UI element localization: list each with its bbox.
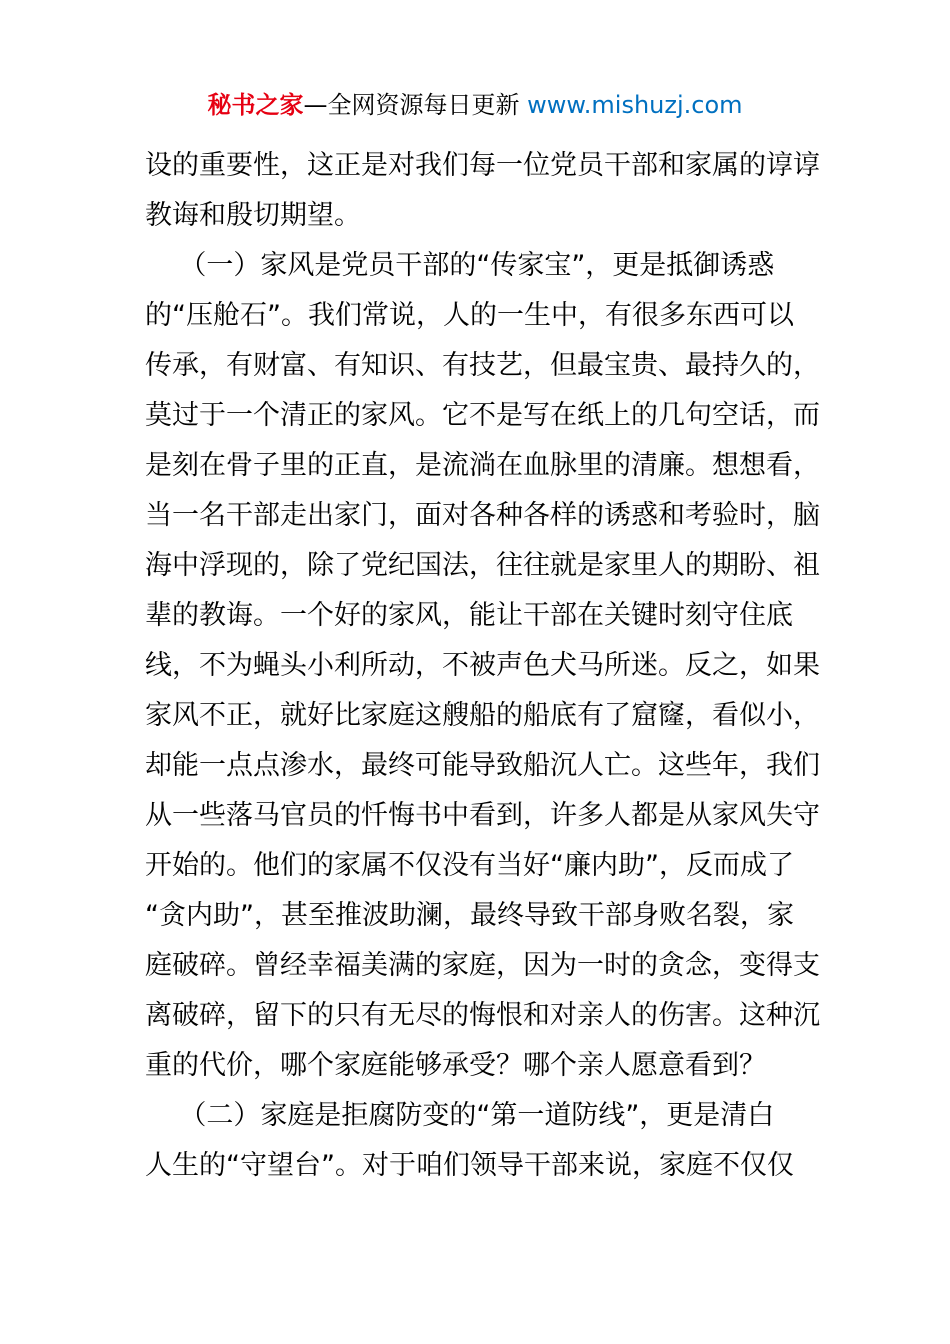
text-line: 的“压舱石”。我们常说，人的一生中，有很多东西可以 <box>145 300 794 331</box>
text-line: 线，不为蝇头小利所动，不被声色犬马所迷。反之，如果 <box>145 650 820 681</box>
text-line: 教诲和殷切期望。 <box>145 200 361 231</box>
brand-name: 秘书之家 <box>207 91 304 119</box>
text-line: “贪内助”，甚至推波助澜，最终导致干部身败名裂，家 <box>145 900 794 931</box>
text-line: 人生的“守望台”。对于咱们领导干部来说，家庭不仅仅 <box>145 1150 794 1181</box>
text-line: 传承，有财富、有知识、有技艺，但最宝贵、最持久的， <box>145 350 820 381</box>
text-line: 却能一点点渗水，最终可能导致船沉人亡。这些年，我们 <box>145 750 820 781</box>
text-line: 当一名干部走出家门，面对各种各样的诱惑和考验时，脑 <box>145 500 820 531</box>
text-line: 家风不正，就好比家庭这艘船的船底有了窟窿，看似小， <box>145 700 820 731</box>
text-line: 设的重要性，这正是对我们每一位党员干部和家属的谆谆 <box>145 150 820 181</box>
text-line: 从一些落马官员的忏悔书中看到，许多人都是从家风失守 <box>145 800 820 831</box>
text-line: 莫过于一个清正的家风。它不是写在纸上的几句空话，而 <box>145 400 820 431</box>
text-line: 海中浮现的，除了党纪国法，往往就是家里人的期盼、祖 <box>145 550 820 581</box>
website-link[interactable]: www.mishuzj.com <box>527 91 743 119</box>
text-line: 庭破碎。曾经幸福美满的家庭，因为一时的贪念，变得支 <box>145 950 820 981</box>
text-line: （一）家风是党员干部的“传家宝”，更是抵御诱惑 <box>145 250 775 281</box>
header-tagline: —全网资源每日更新 <box>303 91 520 119</box>
text-line: 辈的教诲。一个好的家风，能让干部在关键时刻守住底 <box>145 600 793 631</box>
text-line: 离破碎，留下的只有无尽的悔恨和对亲人的伤害。这种沉 <box>145 1000 820 1031</box>
page-header <box>0 88 950 122</box>
document-body <box>145 141 820 1191</box>
text-line: 开始的。他们的家属不仅没有当好“廉内助”，反而成了 <box>145 850 794 881</box>
text-line: 重的代价，哪个家庭能够承受？哪个亲人愿意看到？ <box>145 1050 766 1081</box>
text-line: （二）家庭是拒腐防变的“第一道防线”，更是清白 <box>145 1100 775 1131</box>
text-line: 是刻在骨子里的正直，是流淌在血脉里的清廉。想想看， <box>145 450 820 481</box>
